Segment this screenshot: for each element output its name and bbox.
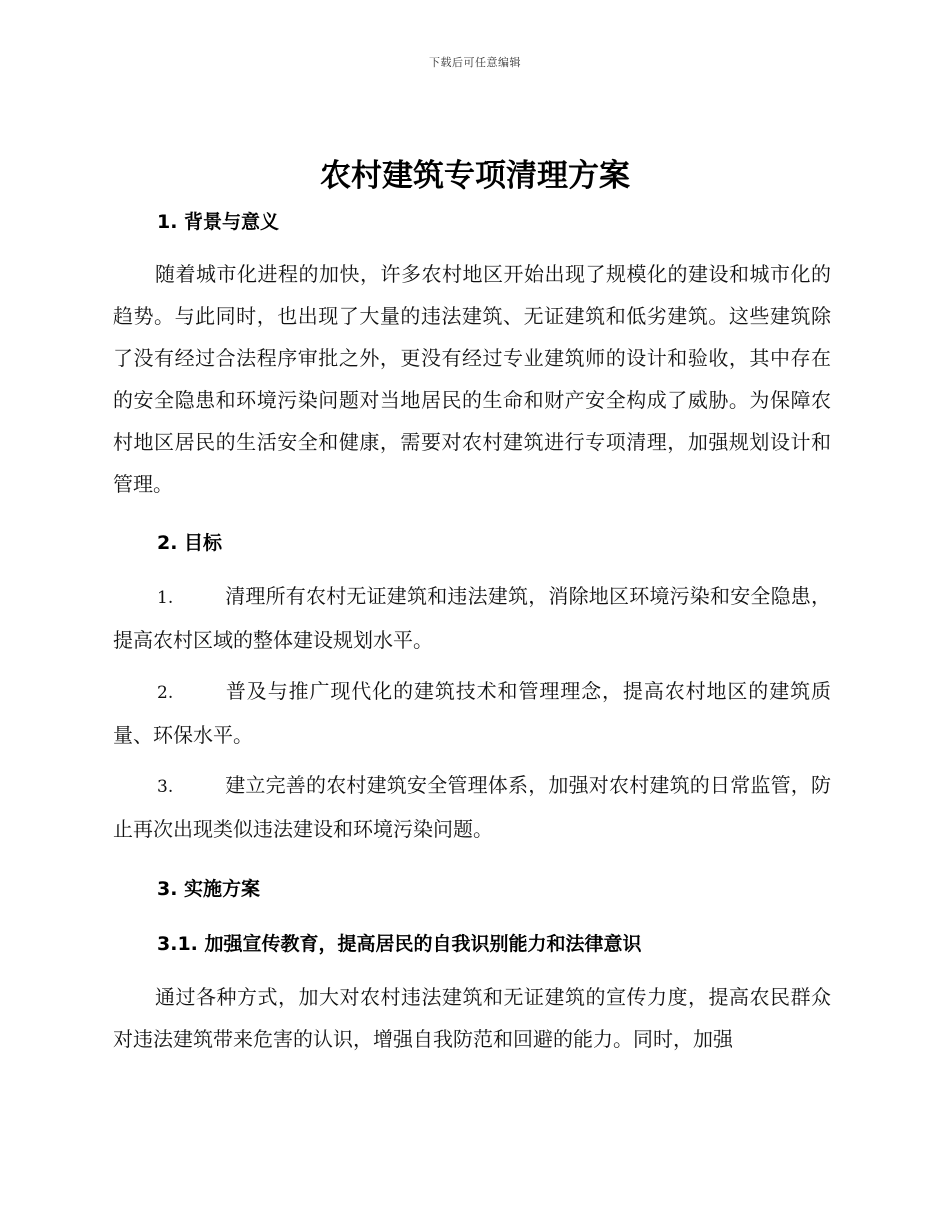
subsection-heading-publicity: 3.1. 加强宣传教育，提高居民的自我识别能力和法律意识 [157, 933, 642, 955]
goal-text: 清理所有农村无证建筑和违法建筑，消除地区环境污染和安全隐患，提高农村区域的整体建设规划水平。 [113, 584, 831, 652]
implementation-paragraph: 通过各种方式，加大对农村违法建筑和无证建筑的宣传力度，提高农民群众对违法建筑带来危害的认识，增强自我防范和回避的能力。同时，加强 [113, 985, 831, 1051]
goal-item [113, 575, 831, 661]
section-heading-background: 1. 背景与意义 [157, 211, 280, 233]
goal-number: 3. [157, 777, 174, 797]
goal-text: 普及与推广现代化的建筑技术和管理理念，提高农村地区的建筑质量、环保水平。 [113, 679, 831, 747]
goal-item [113, 670, 831, 756]
goal-number: 1. [157, 588, 174, 608]
document-title: 农村建筑专项清理方案 [320, 158, 630, 194]
section-heading-goals: 2. 目标 [157, 532, 223, 554]
section-heading-implementation: 3. 实施方案 [157, 878, 261, 900]
goal-number: 2. [157, 683, 174, 703]
header-note: 下载后可任意编辑 [429, 56, 521, 69]
goal-text: 建立完善的农村建筑安全管理体系，加强对农村建筑的日常监管，防止再次出现类似违法建设和环境污染问题。 [113, 773, 831, 841]
background-paragraph: 随着城市化进程的加快，许多农村地区开始出现了规模化的建设和城市化的趋势。与此同时，也出现了大量的违法建筑、无证建筑和低劣建筑。这些建筑除了没有经过合法程序审批之外，更没有经过专业建筑师的设计和验收，其中存在的安全隐患和环境污染问题对当地居民的生命和财产安全构成了威胁。为保障农村地区居民的生活安全和健康，需要对农村建筑进行专项清理，加强规划设计和管理。 [113, 262, 831, 496]
goal-item [113, 764, 831, 850]
